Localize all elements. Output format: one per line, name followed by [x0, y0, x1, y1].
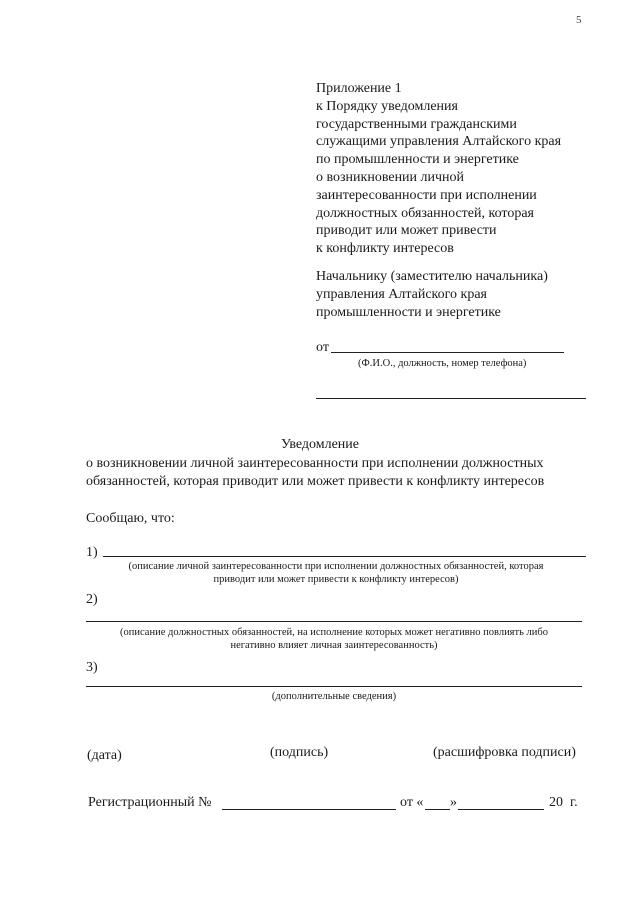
registration-year-suffix: г.: [570, 795, 578, 810]
page-number: 5: [576, 14, 582, 26]
item-1-fill-line[interactable]: [103, 556, 586, 557]
annex-line: приводит или может привести: [316, 223, 497, 239]
from-label: от: [316, 340, 329, 355]
annex-line: государственными гражданскими: [316, 116, 517, 132]
addressee-line: управления Алтайского края: [316, 286, 488, 302]
item-caption-line: (описание личной заинтересованности при исполнении должностных обязанностей, которая: [128, 561, 544, 572]
item-caption-line: приводит или может привести к конфликту интересов): [213, 574, 459, 585]
item-1-caption: [86, 560, 586, 586]
item-number: 3): [86, 660, 98, 675]
annex-line: должностных обязанностей, которая: [316, 205, 534, 221]
addressee-line: промышленности и энергетике: [316, 304, 501, 320]
item-number: 1): [86, 545, 98, 560]
intro-text: Сообщаю, что:: [86, 511, 175, 526]
item-number: 2): [86, 592, 98, 607]
from-caption: (Ф.И.О., должность, номер телефона): [358, 358, 527, 369]
addressee: [316, 268, 548, 321]
registration-label: Регистрационный №: [88, 795, 212, 810]
item-caption-line: (описание должностных обязанностей, на исполнение которых может негативно повлиять либо: [120, 627, 548, 638]
annex-line: Приложение 1: [316, 81, 402, 96]
notice-desc-line: о возникновении личной заинтересованности при исполнении должностных: [86, 456, 544, 471]
notice-description: [86, 455, 544, 491]
signature-date: (дата): [87, 748, 122, 763]
item-caption-line: (дополнительные сведения): [271, 691, 397, 702]
annex-header: [316, 80, 561, 258]
item-2-caption: [86, 626, 582, 652]
item-3-caption: [86, 690, 582, 703]
registration-year: 20: [549, 795, 563, 810]
item-caption-line: негативно влияет личная заинтересованность): [230, 640, 438, 651]
item-2-fill-line[interactable]: [86, 621, 582, 622]
signature-decode: (расшифровка подписи): [433, 745, 576, 760]
annex-line: к конфликту интересов: [316, 241, 454, 257]
addressee-line: Начальнику (заместителю начальника): [316, 269, 548, 284]
annex-line: заинтересованности при исполнении: [316, 187, 537, 203]
registration-number-line[interactable]: [222, 809, 396, 810]
notice-title: Уведомление: [280, 437, 359, 452]
signature-sign: (подпись): [270, 745, 329, 760]
registration-close-quote: »: [450, 795, 457, 810]
from-second-fill-line[interactable]: [316, 398, 586, 399]
registration-from-label: от «: [400, 795, 424, 810]
annex-line: к Порядку уведомления: [316, 98, 458, 114]
from-fill-line[interactable]: [331, 352, 564, 353]
registration-day-line[interactable]: [425, 809, 450, 810]
notice-desc-line: обязанностей, которая приводит или может привести к конфликту интересов: [86, 474, 545, 489]
annex-line: о возникновении личной: [316, 169, 465, 185]
item-3-fill-line[interactable]: [86, 686, 582, 687]
annex-line: служащими управления Алтайского края: [316, 134, 562, 150]
registration-month-line[interactable]: [458, 809, 544, 810]
annex-line: по промышленности и энергетике: [316, 152, 519, 168]
